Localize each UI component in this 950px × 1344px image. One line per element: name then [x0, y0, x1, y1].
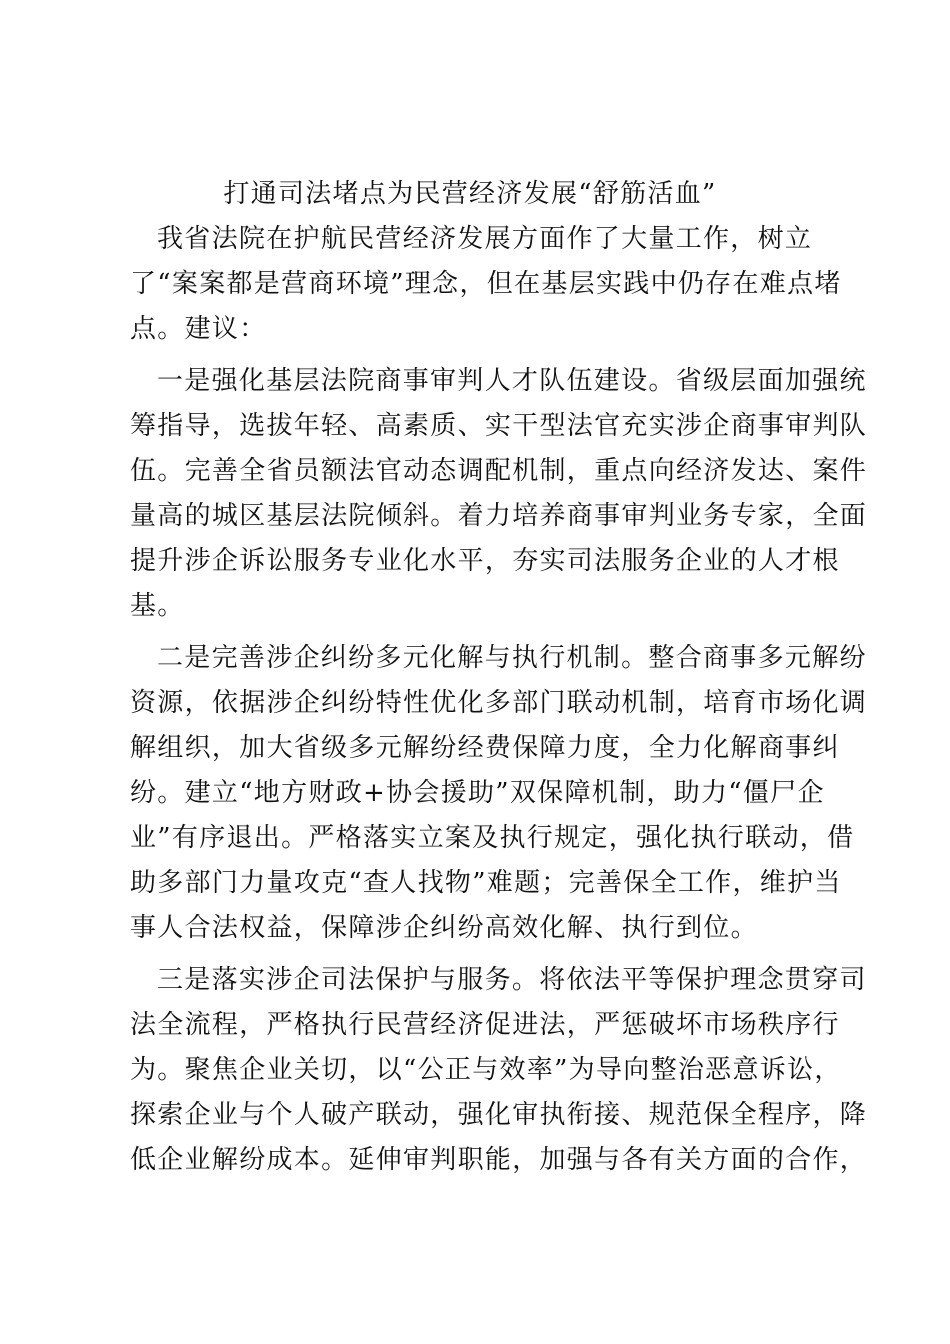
- paragraph-line: 二是完善涉企纠纷多元化解与执行机制。整合商事多元解纷: [157, 643, 867, 673]
- paragraph-line: 了“案案都是营商环境”理念，但在基层实践中仍存在难点堵: [130, 269, 842, 299]
- paragraph-line: 伍。完善全省员额法官动态调配机制，重点向经济发达、案件: [130, 456, 868, 486]
- paragraph-suggestion-1: [130, 359, 868, 629]
- paragraph-suggestion-2: [130, 636, 868, 951]
- paragraph-line: 我省法院在护航民营经济发展方面作了大量工作，树立: [157, 224, 813, 254]
- paragraph-line: 纷。建立“地方财政+协会援助”双保障机制，助力“僵尸企: [130, 778, 825, 808]
- paragraph-suggestion-3: [130, 958, 868, 1183]
- paragraph-line: 为。聚焦企业关切，以“公正与效率”为导向整治恶意诉讼，: [130, 1055, 842, 1085]
- document-body: [130, 172, 868, 1183]
- paragraph-line: 业”有序退出。严格落实立案及执行规定，强化执行联动，借: [130, 823, 855, 853]
- paragraph-line: 三是落实涉企司法保护与服务。将依法平等保护理念贯穿司: [157, 965, 867, 995]
- paragraph-line: 筹指导，选拔年轻、高素质、实干型法官充实涉企商事审判队: [130, 411, 868, 441]
- paragraph-intro: [130, 217, 842, 352]
- paragraph-line: 解组织，加大省级多元解纷经费保障力度，全力化解商事纠: [130, 733, 840, 763]
- paragraph-line: 基。: [130, 591, 185, 621]
- paragraph-line: 一是强化基层法院商事审判人才队伍建设。省级层面加强统: [157, 366, 867, 396]
- paragraph-line: 事人合法权益，保障涉企纠纷高效化解、执行到位。: [130, 913, 758, 943]
- paragraph-line: 量高的城区基层法院倾斜。着力培养商事审判业务专家，全面: [130, 501, 868, 531]
- document-title: 打通司法堵点为民营经济发展“舒筋活血”: [223, 179, 717, 209]
- paragraph-line: 点。建议：: [130, 314, 267, 344]
- paragraph-line: 资源，依据涉企纠纷特性优化多部门联动机制，培育市场化调: [130, 688, 868, 718]
- paragraph-line: 助多部门力量攻克“查人找物”难题；完善保全工作，维护当: [130, 868, 842, 898]
- paragraph-line: 低企业解纷成本。延伸审判职能，加强与各有关方面的合作，: [130, 1145, 868, 1175]
- paragraph-line: 提升涉企诉讼服务专业化水平，夯实司法服务企业的人才根: [130, 546, 840, 576]
- paragraph-line: 探索企业与个人破产联动，强化审执衔接、规范保全程序，降: [130, 1100, 868, 1130]
- paragraph-line: 法全流程，严格执行民营经济促进法，严惩破坏市场秩序行: [130, 1010, 840, 1040]
